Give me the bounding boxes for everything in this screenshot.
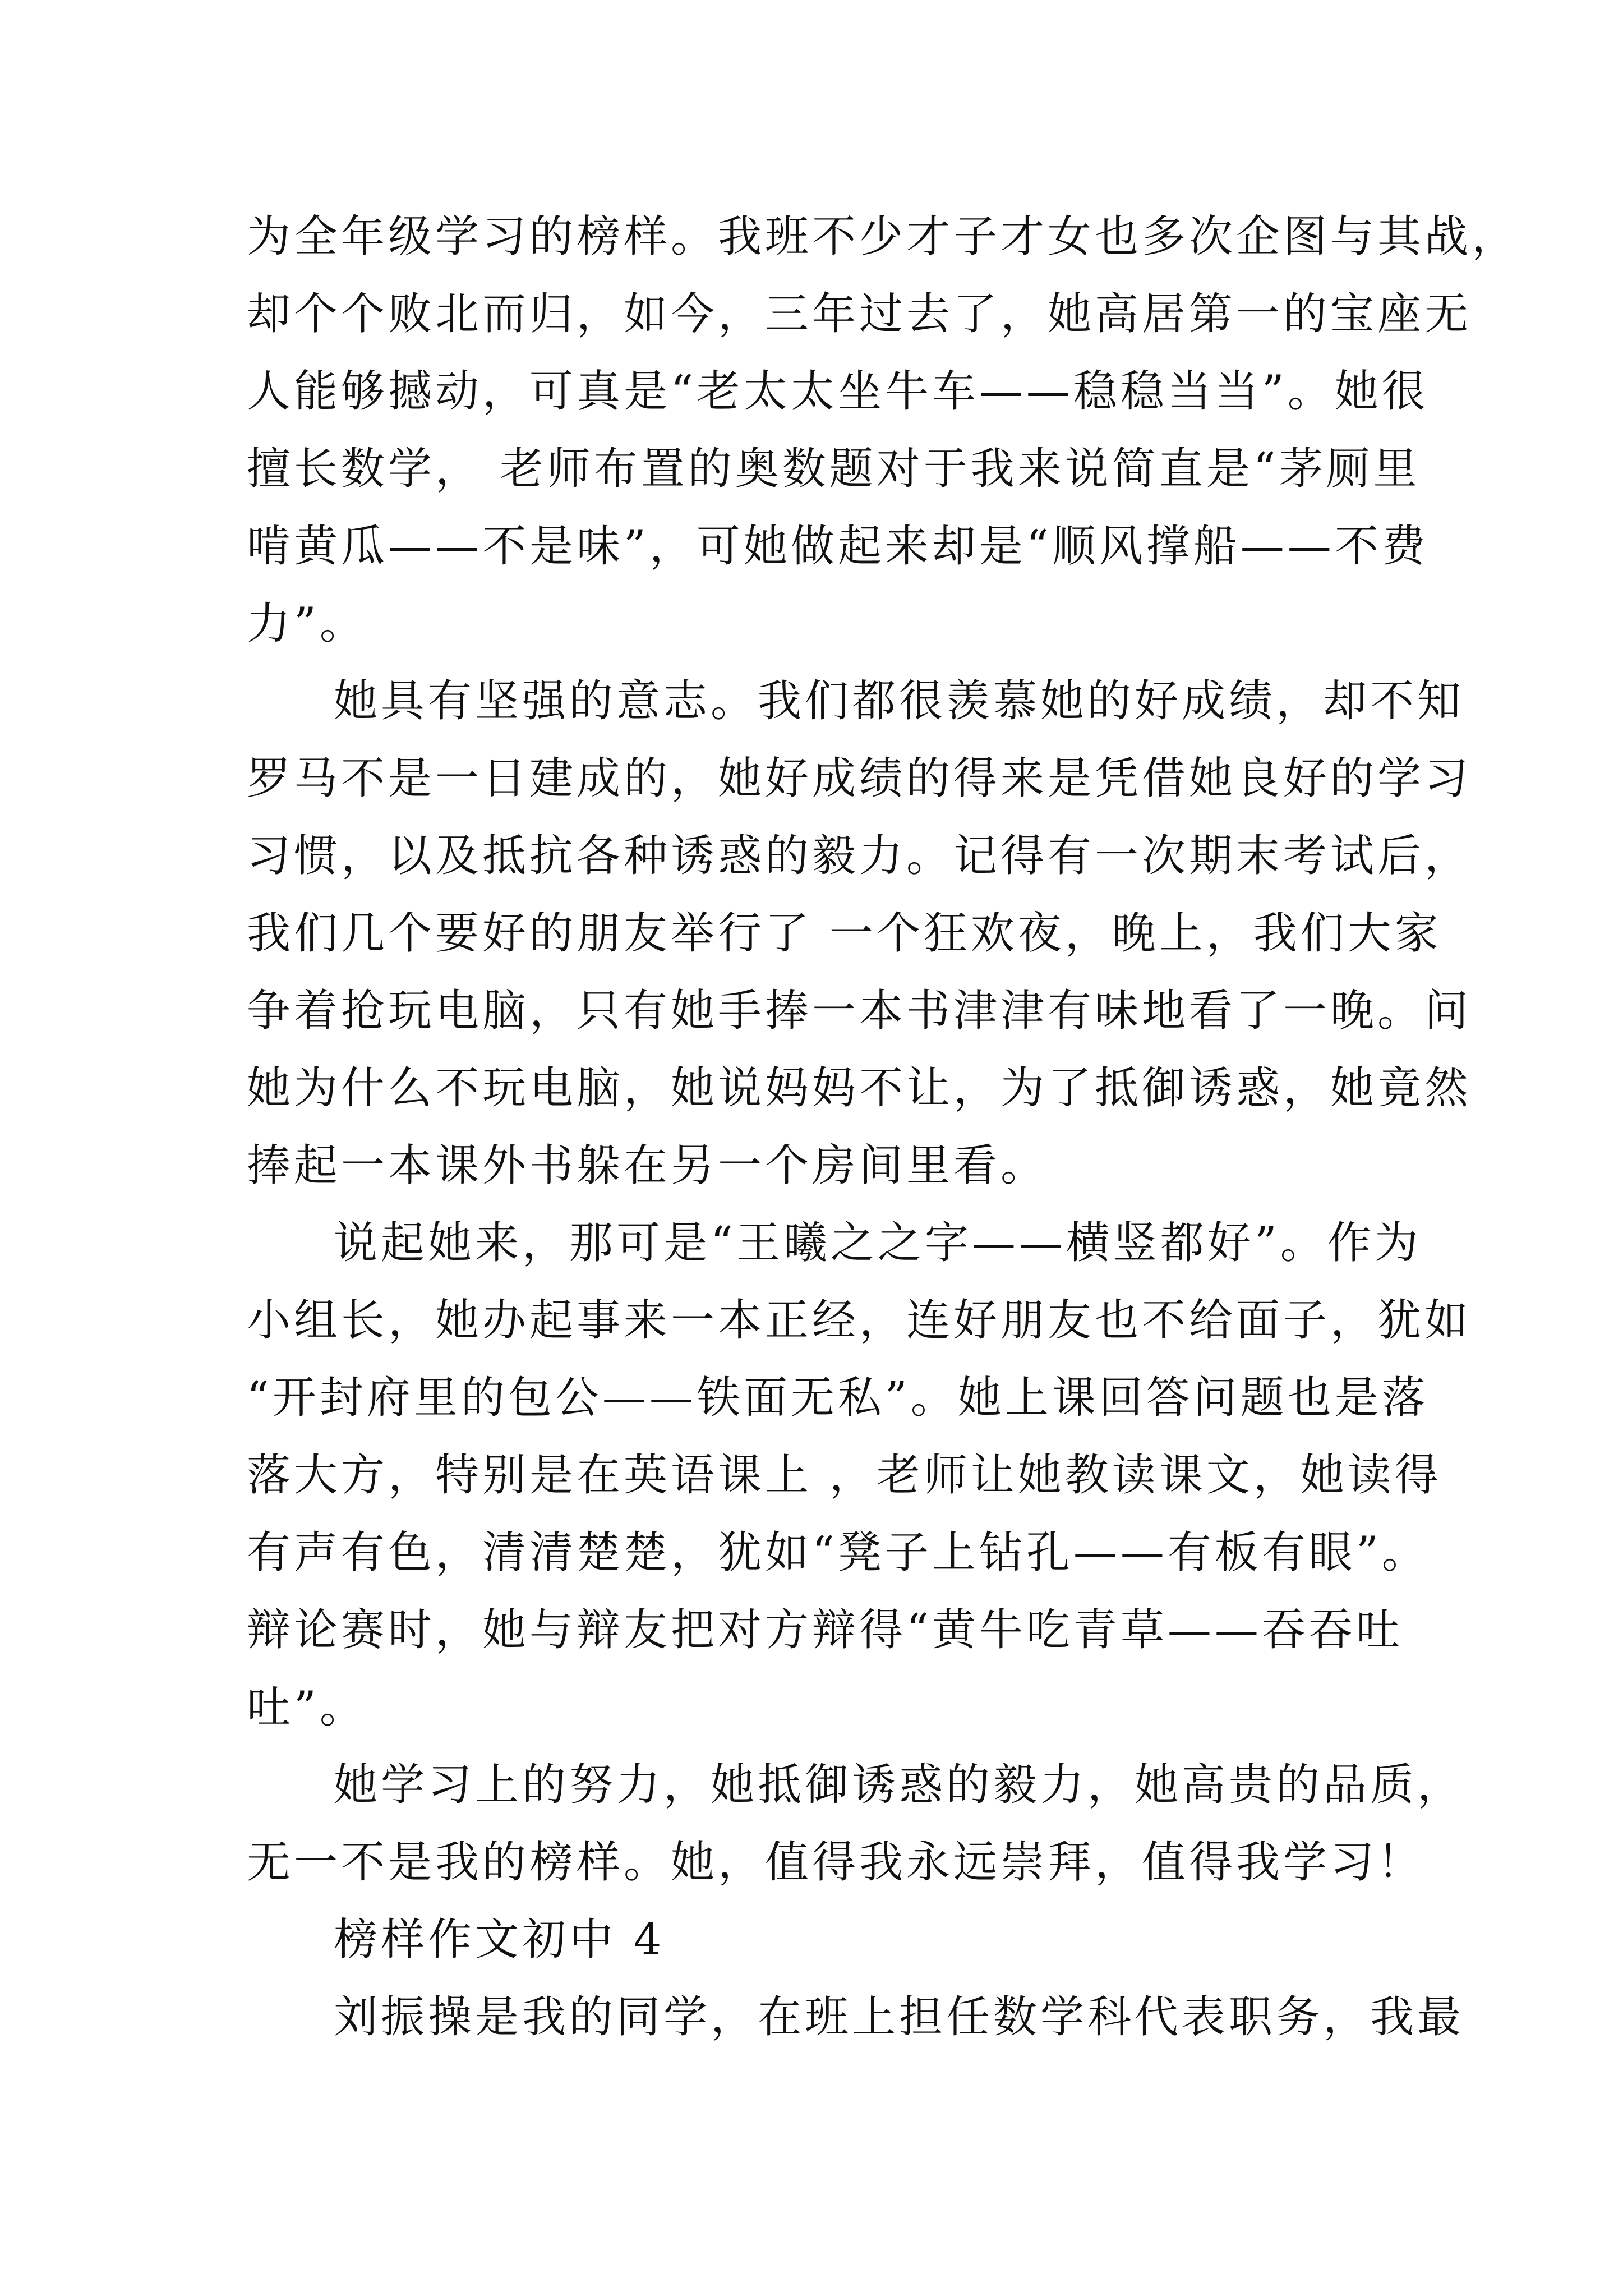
text-line-24: 刘振操是我的同学，在班上担任数学科代表职务，我最	[334, 1992, 1465, 2042]
text-line-9: 习惯，以及抵抗各种诱惑的毅力。记得有一次期末考试后，	[247, 831, 1472, 881]
section-heading: 榜样作文初中 4	[334, 1915, 665, 1965]
text-line-21: 她学习上的努力，她抵御诱惑的毅力，她高贵的品质，	[334, 1760, 1465, 1810]
text-line-11: 争着抢玩电脑，只有她手捧一本书津津有味地看了一晚。问	[247, 986, 1472, 1036]
text-line-7: 她具有坚强的意志。我们都很羡慕她的好成绩，却不知	[334, 676, 1465, 726]
text-line-14: 说起她来，那可是“王曦之之字——横竖都好”。作为	[334, 1218, 1422, 1268]
text-line-3: 人能够撼动，可真是“老太太坐牛车——稳稳当当”。她很	[247, 366, 1429, 417]
text-line-6: 力”。	[247, 599, 367, 649]
text-line-15: 小组长，她办起事来一本正经，连好朋友也不给面子，犹如	[247, 1295, 1472, 1346]
text-line-22: 无一不是我的榜样。她，值得我永远崇拜，值得我学习！	[247, 1837, 1425, 1888]
text-line-16: “开封府里的包公——铁面无私”。她上课回答问题也是落	[247, 1373, 1429, 1423]
text-line-17: 落大方，特别是在英语课上 ，老师让她教读课文，她读得	[247, 1450, 1442, 1501]
text-line-19: 辩论赛时，她与辩友把对方辩得“黄牛吃青草——吞吞吐	[247, 1605, 1403, 1655]
text-line-2: 却个个败北而归，如今，三年过去了，她高居第一的宝座无	[247, 289, 1472, 339]
text-line-5: 啃黄瓜——不是味”，可她做起来却是“顺风撑船——不费	[247, 521, 1429, 572]
text-line-8: 罗马不是一日建成的，她好成绩的得来是凭借她良好的学习	[247, 753, 1472, 804]
text-line-10: 我们几个要好的朋友举行了 一个狂欢夜，晚上，我们大家	[247, 908, 1442, 959]
text-line-1: 为全年级学习的榜样。我班不少才子才女也多次企图与其战，	[247, 211, 1519, 262]
text-line-12: 她为什么不玩电脑，她说妈妈不让，为了抵御诱惑，她竟然	[247, 1063, 1472, 1114]
text-line-4: 擅长数学， 老师布置的奥数题对于我来说简直是“茅厕里	[247, 444, 1421, 494]
text-line-20: 吐”。	[247, 1682, 367, 1733]
text-line-13: 捧起一本课外书躲在另一个房间里看。	[247, 1140, 1048, 1191]
text-line-18: 有声有色，清清楚楚，犹如“凳子上钻孔——有板有眼”。	[247, 1527, 1429, 1578]
